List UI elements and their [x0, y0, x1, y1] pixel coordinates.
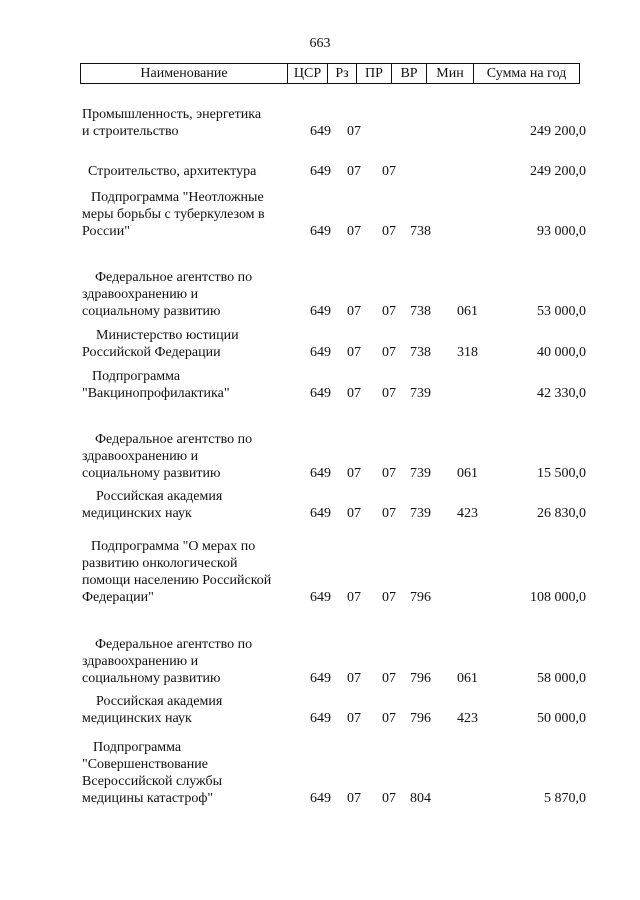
sum-cell: 93 000,0: [537, 224, 586, 239]
pr-cell: 07: [382, 224, 396, 239]
min-cell: 061: [457, 304, 478, 319]
vr-cell: 796: [410, 590, 431, 605]
pr-cell: 07: [382, 671, 396, 686]
rz-cell: 07: [347, 164, 361, 179]
sum-cell: 42 330,0: [537, 386, 586, 401]
vr-cell: 796: [410, 711, 431, 726]
min-cell: 318: [457, 345, 478, 360]
row-name-line: медицинских наук: [82, 711, 192, 726]
table-row: [0, 707, 640, 807]
vr-cell: 739: [410, 466, 431, 481]
rz-cell: 07: [347, 304, 361, 319]
pr-cell: 07: [382, 164, 396, 179]
header-pr: ПР: [357, 64, 392, 84]
row-name-line: России": [82, 224, 130, 239]
csr-cell: 649: [310, 304, 331, 319]
rz-cell: 07: [347, 791, 361, 806]
csr-cell: 649: [310, 345, 331, 360]
row-name-line: Подпрограмма "О мерах по: [91, 539, 256, 554]
sum-cell: 249 200,0: [530, 164, 586, 179]
row-name-line: Подпрограмма: [92, 369, 181, 384]
rz-cell: 07: [347, 711, 361, 726]
row-name-line: Промышленность, энергетика: [82, 107, 262, 122]
row-name-line: здравоохранению и: [82, 287, 199, 302]
header-vr: ВР: [392, 64, 427, 84]
rz-cell: 07: [347, 386, 361, 401]
row-name-line: социальному развитию: [82, 304, 221, 319]
row-name-line: Российская академия: [96, 489, 223, 504]
min-cell: 061: [457, 466, 478, 481]
row-name-line: Министерство юстиции: [96, 328, 239, 343]
sum-cell: 40 000,0: [537, 345, 586, 360]
row-name-line: "Вакцинопрофилактика": [82, 386, 230, 401]
page-number: 663: [309, 36, 331, 51]
pr-cell: 07: [382, 466, 396, 481]
pr-cell: 07: [382, 506, 396, 521]
row-name-line: социальному развитию: [82, 671, 221, 686]
vr-cell: 739: [410, 386, 431, 401]
vr-cell: 804: [410, 791, 431, 806]
csr-cell: 649: [310, 124, 331, 139]
row-name: [82, 739, 292, 807]
vr-cell: 738: [410, 224, 431, 239]
vr-cell: 739: [410, 506, 431, 521]
row-name-line: Российской Федерации: [82, 345, 221, 360]
min-cell: 061: [457, 671, 478, 686]
rz-cell: 07: [347, 224, 361, 239]
pr-cell: 07: [382, 304, 396, 319]
csr-cell: 649: [310, 590, 331, 605]
row-name-line: развитию онкологической: [82, 556, 238, 571]
header-csr: ЦСР: [288, 64, 328, 84]
csr-cell: 649: [310, 506, 331, 521]
vr-cell: 738: [410, 345, 431, 360]
sum-cell: 26 830,0: [537, 506, 586, 521]
row-name-line: Всероссийской службы: [82, 774, 223, 789]
min-cell: 423: [457, 711, 478, 726]
csr-cell: 649: [310, 224, 331, 239]
header-sum: Сумма на год: [474, 64, 580, 84]
sum-cell: 5 870,0: [544, 791, 586, 806]
rz-cell: 07: [347, 671, 361, 686]
rz-cell: 07: [347, 124, 361, 139]
sum-cell: 50 000,0: [537, 711, 586, 726]
csr-cell: 649: [310, 671, 331, 686]
row-name-line: здравоохранению и: [82, 654, 199, 669]
sum-cell: 53 000,0: [537, 304, 586, 319]
row-name-line: Федеральное агентство по: [95, 432, 253, 447]
min-cell: 423: [457, 506, 478, 521]
pr-cell: 07: [382, 590, 396, 605]
rz-cell: 07: [347, 466, 361, 481]
vr-cell: 738: [410, 304, 431, 319]
csr-cell: 649: [310, 386, 331, 401]
row-name-line: Российская академия: [96, 694, 223, 709]
rz-cell: 07: [347, 590, 361, 605]
row-name-line: "Совершенствование: [82, 757, 208, 772]
csr-cell: 649: [310, 466, 331, 481]
row-name-line: социальному развитию: [82, 466, 221, 481]
header-rz: Рз: [328, 64, 357, 84]
row-name-line: Федеральное агентство по: [95, 270, 253, 285]
header-name: Наименование: [81, 64, 288, 84]
row-name-line: меры борьбы с туберкулезом в: [82, 207, 265, 222]
row-name-line: Строительство, архитектура: [88, 164, 257, 179]
sum-cell: 58 000,0: [537, 671, 586, 686]
row-name-line: медицинских наук: [82, 506, 192, 521]
pr-cell: 07: [382, 386, 396, 401]
csr-cell: 649: [310, 164, 331, 179]
row-name-line: и строительство: [82, 124, 179, 139]
row-name-line: медицины катастроф": [82, 791, 214, 806]
csr-cell: 649: [310, 711, 331, 726]
rz-cell: 07: [347, 345, 361, 360]
row-name-line: Федеральное агентство по: [95, 637, 253, 652]
row-name-line: Подпрограмма: [93, 740, 182, 755]
header-min: Мин: [427, 64, 474, 84]
csr-cell: 649: [310, 791, 331, 806]
row-name-line: помощи населению Российской: [82, 573, 272, 588]
pr-cell: 07: [382, 345, 396, 360]
vr-cell: 796: [410, 671, 431, 686]
row-name-line: здравоохранению и: [82, 449, 199, 464]
sum-cell: 108 000,0: [530, 590, 586, 605]
sum-cell: 249 200,0: [530, 124, 586, 139]
pr-cell: 07: [382, 791, 396, 806]
row-name-line: Подпрограмма "Неотложные: [91, 190, 264, 205]
pr-cell: 07: [382, 711, 396, 726]
row-name-line: Федерации": [82, 590, 154, 605]
sum-cell: 15 500,0: [537, 466, 586, 481]
rz-cell: 07: [347, 506, 361, 521]
